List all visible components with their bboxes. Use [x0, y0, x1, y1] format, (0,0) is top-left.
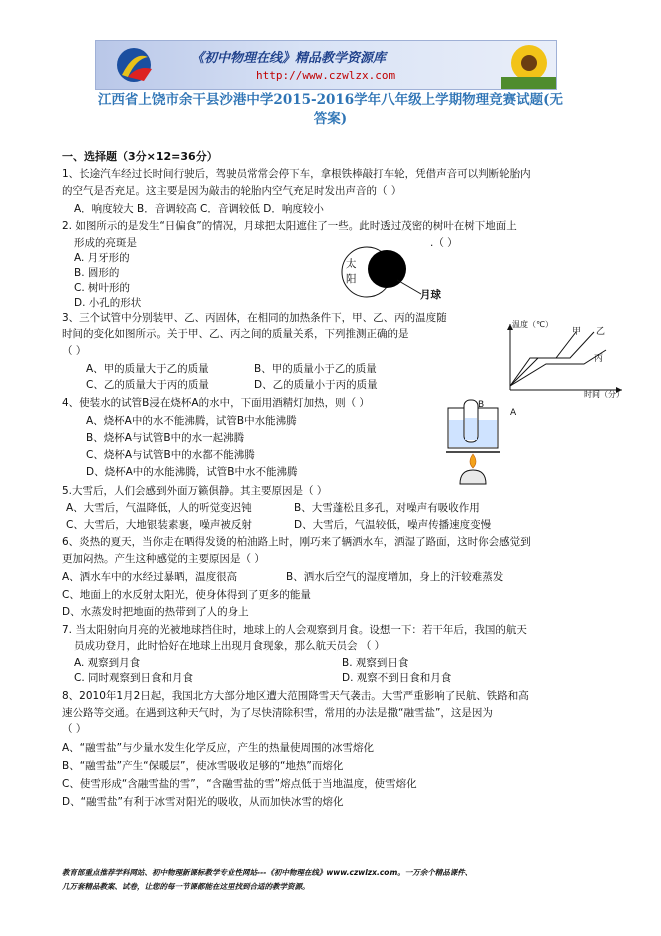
- q2-stem-line1: 2. 如图所示的是发生“日偏食”的情况，月球把太阳遮住了一些。此时透过茂密的树叶在树下地面上: [62, 220, 517, 232]
- q8-stem-line1: 8、2010年1月2日起，我国北方大部分地区遭大范围降雪天气袭击。大雪严重影响了民航、铁路和高: [62, 690, 529, 702]
- series-label-yi: 乙: [596, 327, 606, 337]
- footer-line1: 教育部重点推荐学科网站、初中物理新课标教学专业性网站---《初中物理在线》www.czwlzx.com。一万余个精品课件、: [62, 868, 473, 877]
- q8-stem-line2: 速公路等交通。在遇到这种天气时，为了尽快清除积雪，常用的办法是撒“融雪盐”，这是因为: [62, 707, 493, 719]
- q4-option-c: C、烧杯A与试管B中的水都不能沸腾: [86, 449, 255, 461]
- q6-option-a: A、洒水车中的水经过暴晒，温度很高: [62, 571, 238, 583]
- q2-answer-paren: .（ ）: [430, 237, 458, 249]
- flame: [470, 454, 476, 468]
- graph-y-label: 温度（℃）: [512, 320, 553, 329]
- banner-url: http://www.czwlzx.com: [256, 69, 396, 82]
- section-heading: 一、选择题（3分×12=36分）: [62, 150, 218, 163]
- q5-option-b: B、大雪蓬松且多孔，对噪声有吸收作用: [294, 502, 480, 514]
- sun-label-1: 太: [346, 258, 357, 270]
- site-logo: [114, 45, 174, 85]
- q7-option-a: A. 观察到月食: [74, 657, 141, 669]
- header-banner: [95, 40, 557, 90]
- label-b: B: [478, 400, 485, 410]
- footer-line2: 几万套精品教案、试卷，让您的每一节课都能在这里找到合适的教学资源。: [62, 882, 310, 891]
- label-a: A: [510, 408, 517, 418]
- q3-option-a: A、甲的质量大于乙的质量: [86, 363, 209, 375]
- q7-stem-line2: 员成功登月，此时恰好在地球上出现月食现象，那么航天员会 （ ）: [74, 640, 386, 652]
- q5-option-c: C、大雪后，大地银装素裹，噪声被反射: [66, 519, 252, 531]
- banner-title: 《初中物理在线》精品教学资源库: [191, 51, 387, 66]
- q2-option-b: B. 圆形的: [74, 267, 120, 279]
- q4-option-a: A、烧杯A中的水不能沸腾，试管B中水能沸腾: [86, 415, 297, 427]
- sunflower-image: [501, 41, 556, 89]
- q8-stem-line3: （ ）: [62, 723, 87, 735]
- q7-option-c: C. 同时观察到日食和月食: [74, 672, 194, 684]
- q5-option-a: A、大雪后，气温降低，人的听觉变迟钝: [66, 502, 252, 514]
- curve-jia: [510, 332, 576, 386]
- q5-option-d: D、大雪后，气温较低，噪声传播速度变慢: [294, 519, 492, 531]
- q1-stem-line2: 的空气是否充足。这主要是因为敲击的轮胎内空气充足时发出声音的（ ）: [62, 185, 402, 197]
- q6-option-b: B、洒水后空气的湿度增加，身上的汗较难蒸发: [286, 571, 504, 583]
- q1-options: A．响度较大 B．音调较高 C．音调较低 D．响度较小: [74, 203, 324, 215]
- q3-stem-line2: 时间的变化如图所示。关于甲、乙、丙之间的质量关系，下列推测正确的是: [62, 328, 409, 340]
- q7-stem-line1: 7. 当太阳射向月亮的光被地球挡住时，地球上的人会观察到月食。设想一下：若干年后，我国的航天: [62, 624, 527, 636]
- moon-label: 月球: [420, 289, 441, 301]
- q2-stem-line2: 形成的亮斑是: [74, 237, 137, 249]
- q2-option-c: C. 树叶形的: [74, 282, 131, 294]
- sun-label-2: 阳: [346, 273, 357, 285]
- q6-stem-line1: 6、炎热的夏天，当你走在晒得发烫的柏油路上时，刚巧来了辆洒水车，洒湿了路面，这时你会感觉到: [62, 536, 531, 548]
- test-tube-water: [465, 418, 477, 440]
- alcohol-lamp: [460, 470, 486, 484]
- q7-option-b: B. 观察到日食: [342, 657, 409, 669]
- q4-option-b: B、烧杯A与试管B中的水一起沸腾: [86, 432, 245, 444]
- q3-option-b: B、甲的质量小于乙的质量: [254, 363, 377, 375]
- document-title-line2: 答案): [313, 111, 348, 127]
- q4-option-d: D、烧杯A中的水能沸腾，试管B中水不能沸腾: [86, 466, 298, 478]
- q4-stem: 4、使装水的试管B浸在烧杯A的水中，下面用酒精灯加热，则（ ）: [62, 397, 370, 409]
- q3-stem-line3: （ ）: [62, 345, 87, 357]
- q5-stem: 5.大雪后，人们会感到外面万籁俱静。其主要原因是（ ）: [62, 485, 328, 497]
- q3-option-c: C、乙的质量大于丙的质量: [86, 379, 209, 391]
- series-label-jia: 甲: [572, 327, 582, 337]
- q6-option-c: C、地面上的水反射太阳光，使身体得到了更多的能量: [62, 589, 311, 601]
- q8-option-b: B、“融雪盐”产生“保暖层”，使冰雪吸收足够的“地热”而熔化: [62, 760, 344, 772]
- q2-option-d: D. 小孔的形状: [74, 297, 142, 309]
- q3-option-d: D、乙的质量小于丙的质量: [254, 379, 378, 391]
- q3-stem-line1: 3、三个试管中分别装甲、乙、丙固体，在相同的加热条件下，甲、乙、丙的温度随: [62, 312, 447, 324]
- beaker-apparatus-figure: [438, 398, 508, 488]
- q8-option-a: A、“融雪盐”与少量水发生化学反应，产生的热量使周围的冰雪熔化: [62, 742, 375, 754]
- q8-option-c: C、使雪形成“含融雪盐的雪”，“含融雪盐的雪”熔点低于当地温度，使雪熔化: [62, 778, 417, 790]
- q6-option-d: D、水蒸发时把地面的热带到了人的身上: [62, 606, 249, 618]
- series-label-bing: 丙: [594, 354, 604, 364]
- q7-option-d: D. 观察不到日食和月食: [342, 672, 452, 684]
- q8-option-d: D、“融雪盐”有利于冰雪对阳光的吸收，从而加快冰雪的熔化: [62, 796, 344, 808]
- q1-stem-line1: 1、长途汽车经过长时间行驶后，驾驶员常常会停下车，拿根铁棒敲打车轮，凭借声音可以判断轮胎内: [62, 168, 531, 180]
- q6-stem-line2: 更加闷热。产生这种感觉的主要原因是（ ）: [62, 553, 265, 565]
- graph-x-label: 时间（分）: [584, 390, 624, 399]
- document-title-line1: 江西省上饶市余干县沙港中学2015-2016学年八年级上学期物理竞赛试题(无: [97, 92, 564, 108]
- q2-option-a: A. 月牙形的: [74, 252, 130, 264]
